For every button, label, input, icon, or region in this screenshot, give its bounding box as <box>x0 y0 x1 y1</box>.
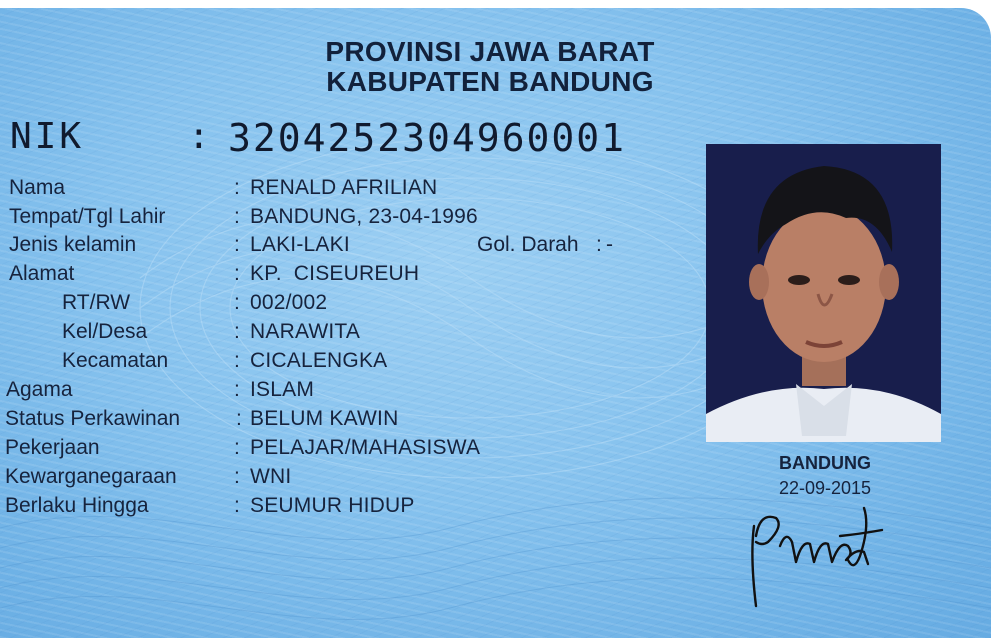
holder-photo <box>706 144 941 442</box>
value-berlaku-hingga: SEUMUR HIDUP <box>250 494 415 517</box>
label-kel-desa: Kel/Desa <box>62 320 148 343</box>
value-rt-rw: 002/002 <box>250 291 328 314</box>
colon: : <box>236 407 242 430</box>
issue-date: 22-09-2015 <box>778 478 872 498</box>
colon: : <box>234 436 240 459</box>
colon: : <box>234 494 240 517</box>
province-title: PROVINSI JAWA BARAT <box>325 36 655 67</box>
label-kecamatan: Kecamatan <box>62 349 169 372</box>
value-status-perkawinan: BELUM KAWIN <box>250 407 399 430</box>
colon: : <box>234 378 240 401</box>
value-agama: ISLAM <box>250 378 315 401</box>
label-kewarganegaraan: Kewarganegaraan <box>5 465 177 488</box>
regency-title: KABUPATEN BANDUNG <box>326 66 654 97</box>
label-nama: Nama <box>9 176 66 199</box>
colon: : <box>234 233 240 256</box>
value-nama: RENALD AFRILIAN <box>250 176 438 199</box>
value-tempat-tgl-lahir: BANDUNG, 23-04-1996 <box>250 205 478 228</box>
colon: : <box>596 233 602 256</box>
colon: : <box>234 349 240 372</box>
nik-value: 3204252304960001 <box>228 116 627 160</box>
label-alamat: Alamat <box>9 262 75 285</box>
colon: : <box>234 320 240 343</box>
value-kecamatan: CICALENGKA <box>250 349 388 372</box>
id-card <box>0 8 991 638</box>
label-berlaku-hingga: Berlaku Hingga <box>5 494 149 517</box>
colon: : <box>234 262 240 285</box>
value-jenis-kelamin: LAKI-LAKI <box>250 233 350 256</box>
value-kewarganegaraan: WNI <box>250 465 292 488</box>
colon: : <box>234 205 240 228</box>
nik-label: NIK <box>10 116 85 157</box>
label-tempat-tgl-lahir: Tempat/Tgl Lahir <box>9 205 166 228</box>
signature <box>736 496 896 616</box>
colon: : <box>234 465 240 488</box>
label-jenis-kelamin: Jenis kelamin <box>9 233 137 256</box>
issue-place: BANDUNG <box>779 453 871 473</box>
value-kel-desa: NARAWITA <box>250 320 361 343</box>
label-pekerjaan: Pekerjaan <box>5 436 100 459</box>
value-alamat: KP. CISEUREUH <box>250 262 420 285</box>
label-status-perkawinan: Status Perkawinan <box>5 407 181 430</box>
value-pekerjaan: PELAJAR/MAHASISWA <box>250 436 481 459</box>
nik-separator: : <box>188 116 210 157</box>
label-agama: Agama <box>6 378 73 401</box>
colon: : <box>234 176 240 199</box>
colon: : <box>234 291 240 314</box>
label-gol-darah: Gol. Darah <box>477 233 579 256</box>
value-gol-darah: - <box>606 233 613 256</box>
label-rt-rw: RT/RW <box>62 291 131 314</box>
